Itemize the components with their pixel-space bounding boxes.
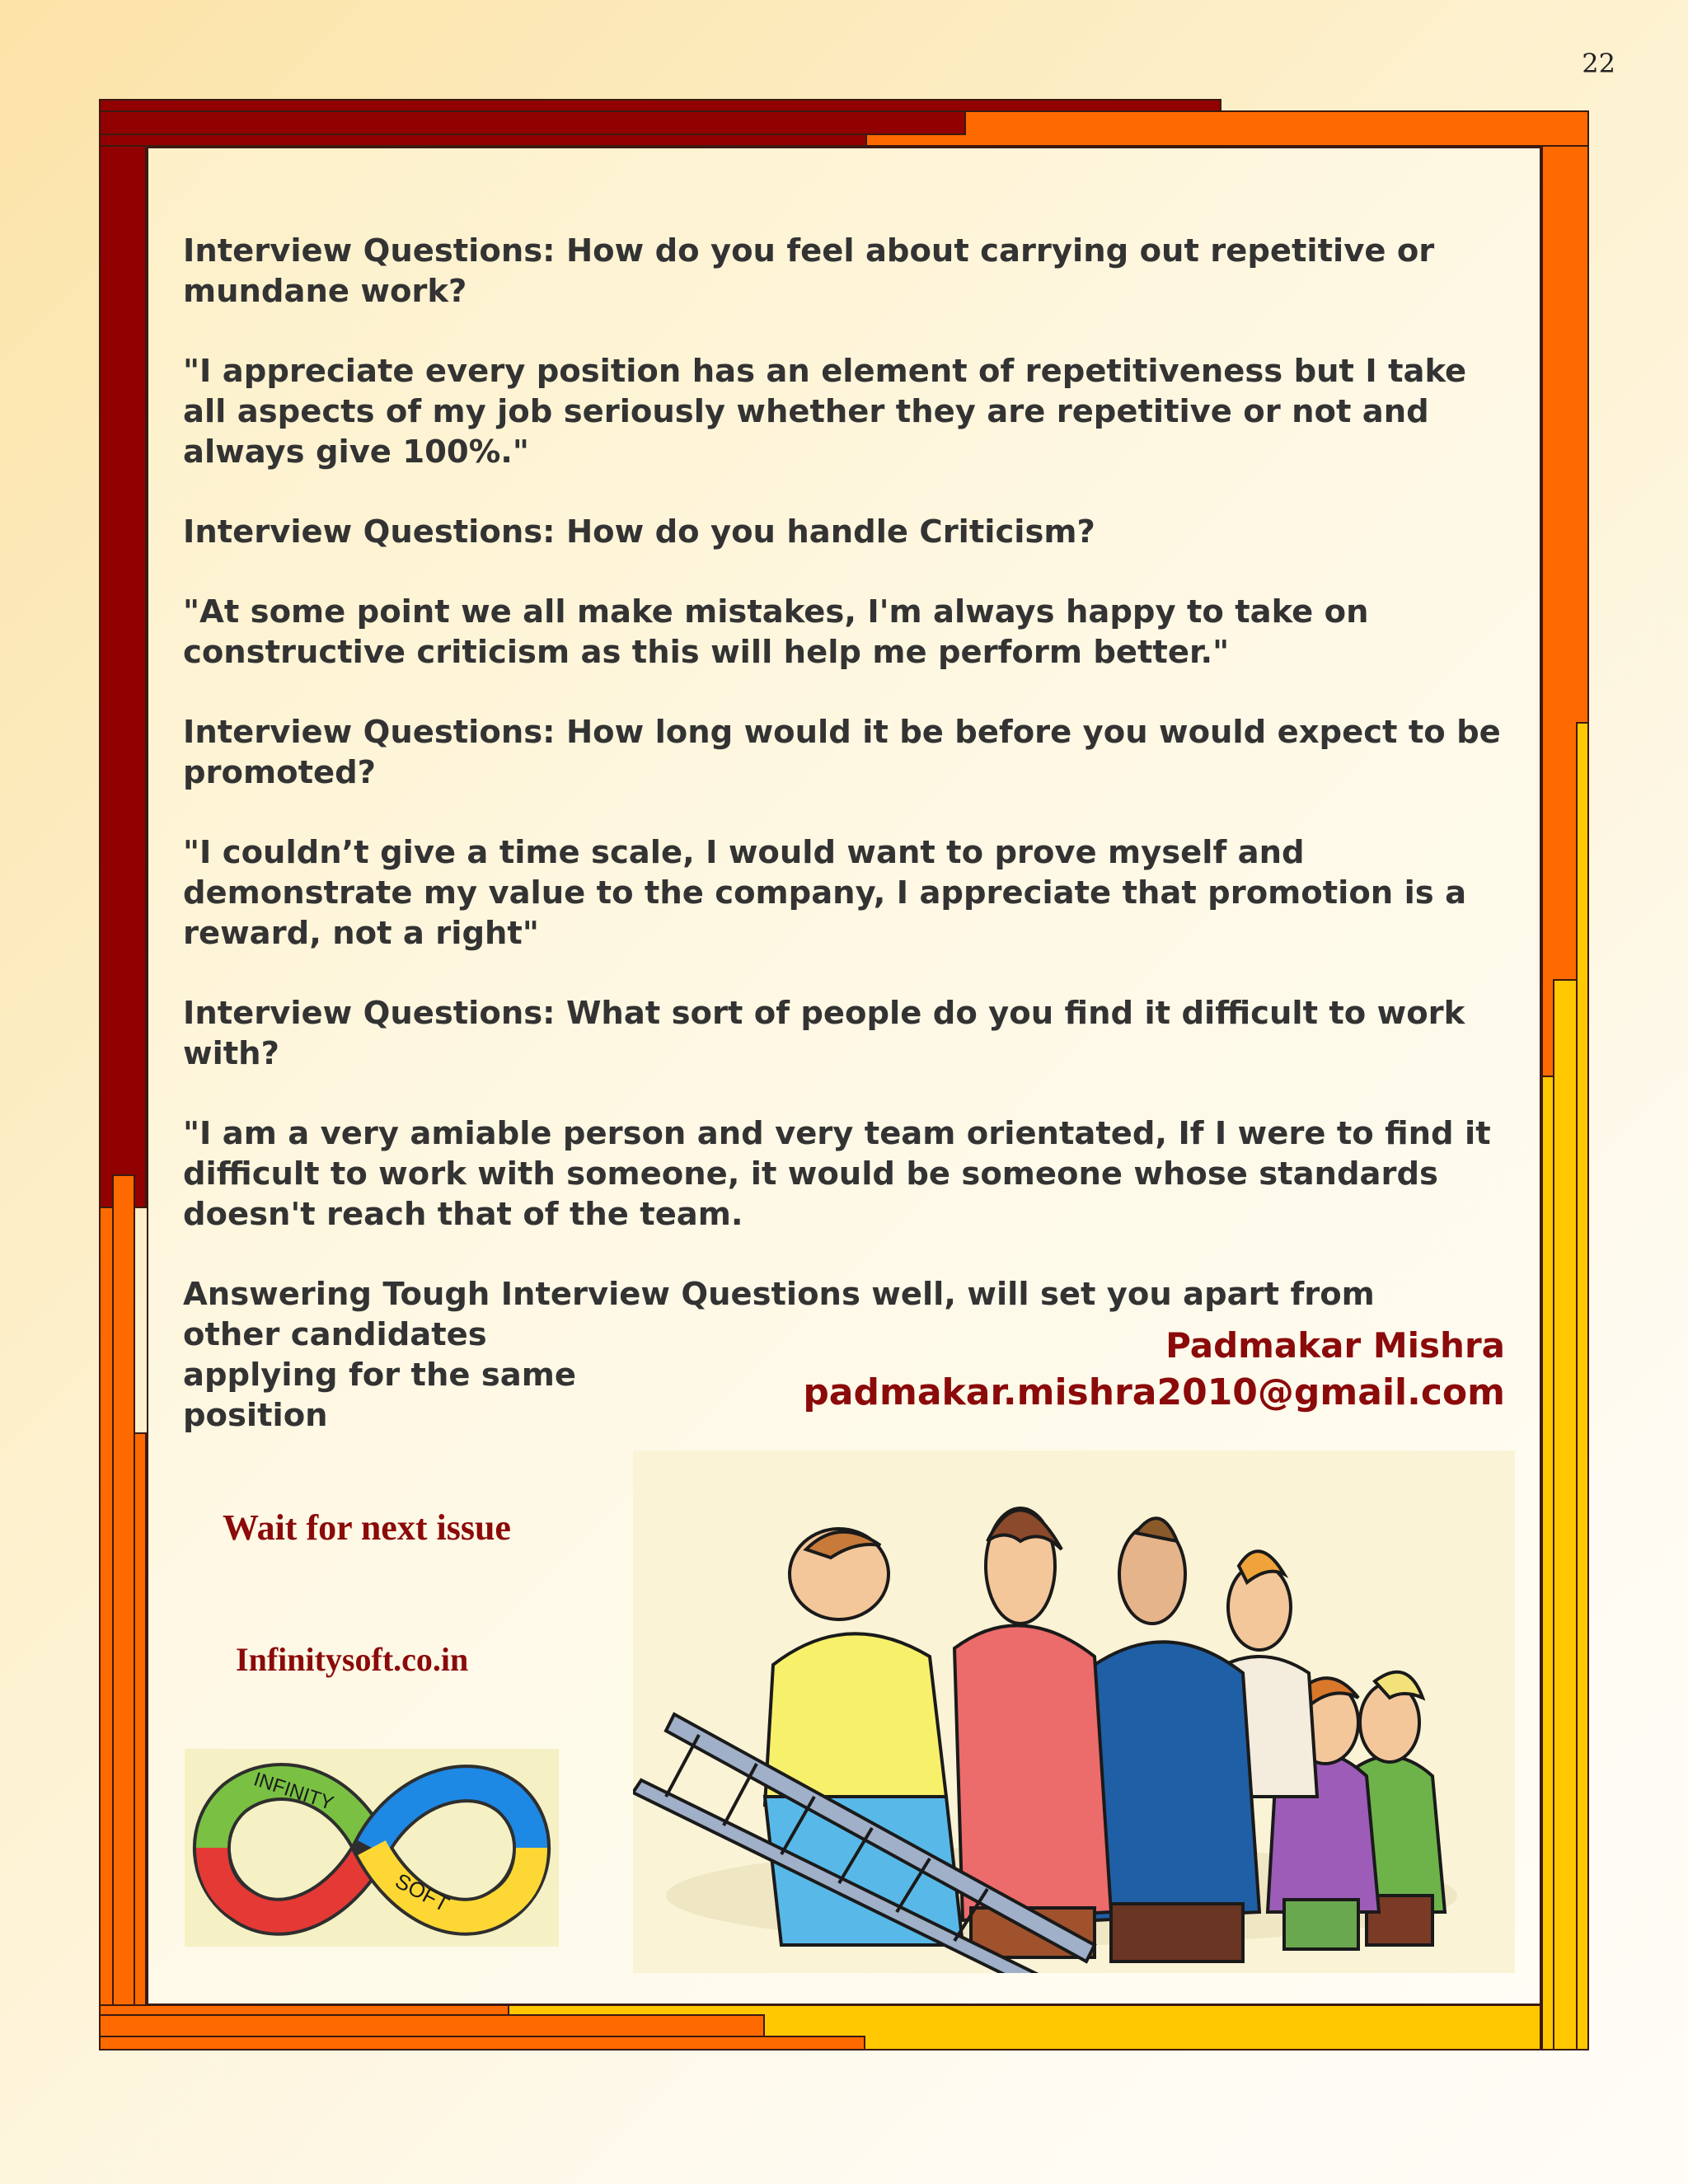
logo-top-text: INFINITY [251, 1768, 336, 1815]
frame-right-bar-3 [1553, 979, 1578, 2050]
frame-top-bar-3 [99, 110, 966, 135]
frame-left-bar-4 [134, 1432, 147, 2007]
page-number: 22 [1582, 48, 1615, 79]
question-1: Interview Questions: How do you feel about carrying out repetitive or mundane work? [183, 232, 1435, 310]
crowd-illustration-icon [633, 1451, 1515, 1973]
closing-line: Answering Tough Interview Questions well, will set you apart from [183, 1276, 1375, 1313]
answer-2: "At some point we all make mistakes, I'm always happy to take on constructive criticism as this will help me perform better." [183, 593, 1369, 671]
infinity-logo-icon [185, 1749, 559, 1947]
question-2: Interview Questions: How do you handle Criticism? [183, 513, 1095, 551]
author-name: Padmakar Mishra [1165, 1325, 1505, 1366]
article-text [183, 231, 1518, 1436]
question-3: Interview Questions: How long would it be before you would expect to be promoted? [183, 714, 1501, 791]
frame-right-bar-4 [1576, 722, 1589, 2050]
frame-left-bar-3 [112, 1174, 135, 2007]
answer-3: "I couldn’t give a time scale, I would want to prove myself and demonstrate my value to the company, I appreciate that promotion is a reward, not a right" [183, 834, 1467, 952]
answer-1: "I appreciate every position has an element of repetitiveness but I take all aspects of my job seriously whether they are repetitive or not and always give 100%." [183, 353, 1467, 471]
frame-bottom-bar-3 [99, 2014, 765, 2037]
logo-bottom-text: SOFT [391, 1868, 454, 1917]
wait-for-next-issue-note: Wait for next issue [223, 1507, 511, 1548]
closing-continuation: other candidates applying for the same position [183, 1316, 577, 1434]
frame-top-bar-4 [99, 134, 867, 147]
site-link[interactable]: Infinitysoft.co.in [236, 1641, 469, 1678]
frame-bottom-bar-4 [99, 2036, 865, 2050]
frame-left-bar-2 [99, 145, 147, 1208]
answer-4: "I am a very amiable person and very team orientated, If I were to find it difficult to work with someone, it would be someone whose standards doesn't reach that of the team. [183, 1115, 1491, 1233]
question-4: Interview Questions: What sort of people do you find it difficult to work with? [183, 995, 1465, 1072]
author-email[interactable]: padmakar.mishra2010@gmail.com [803, 1371, 1505, 1413]
people-looking-up-illustration [633, 1451, 1515, 1973]
infinity-soft-logo [185, 1749, 559, 1947]
